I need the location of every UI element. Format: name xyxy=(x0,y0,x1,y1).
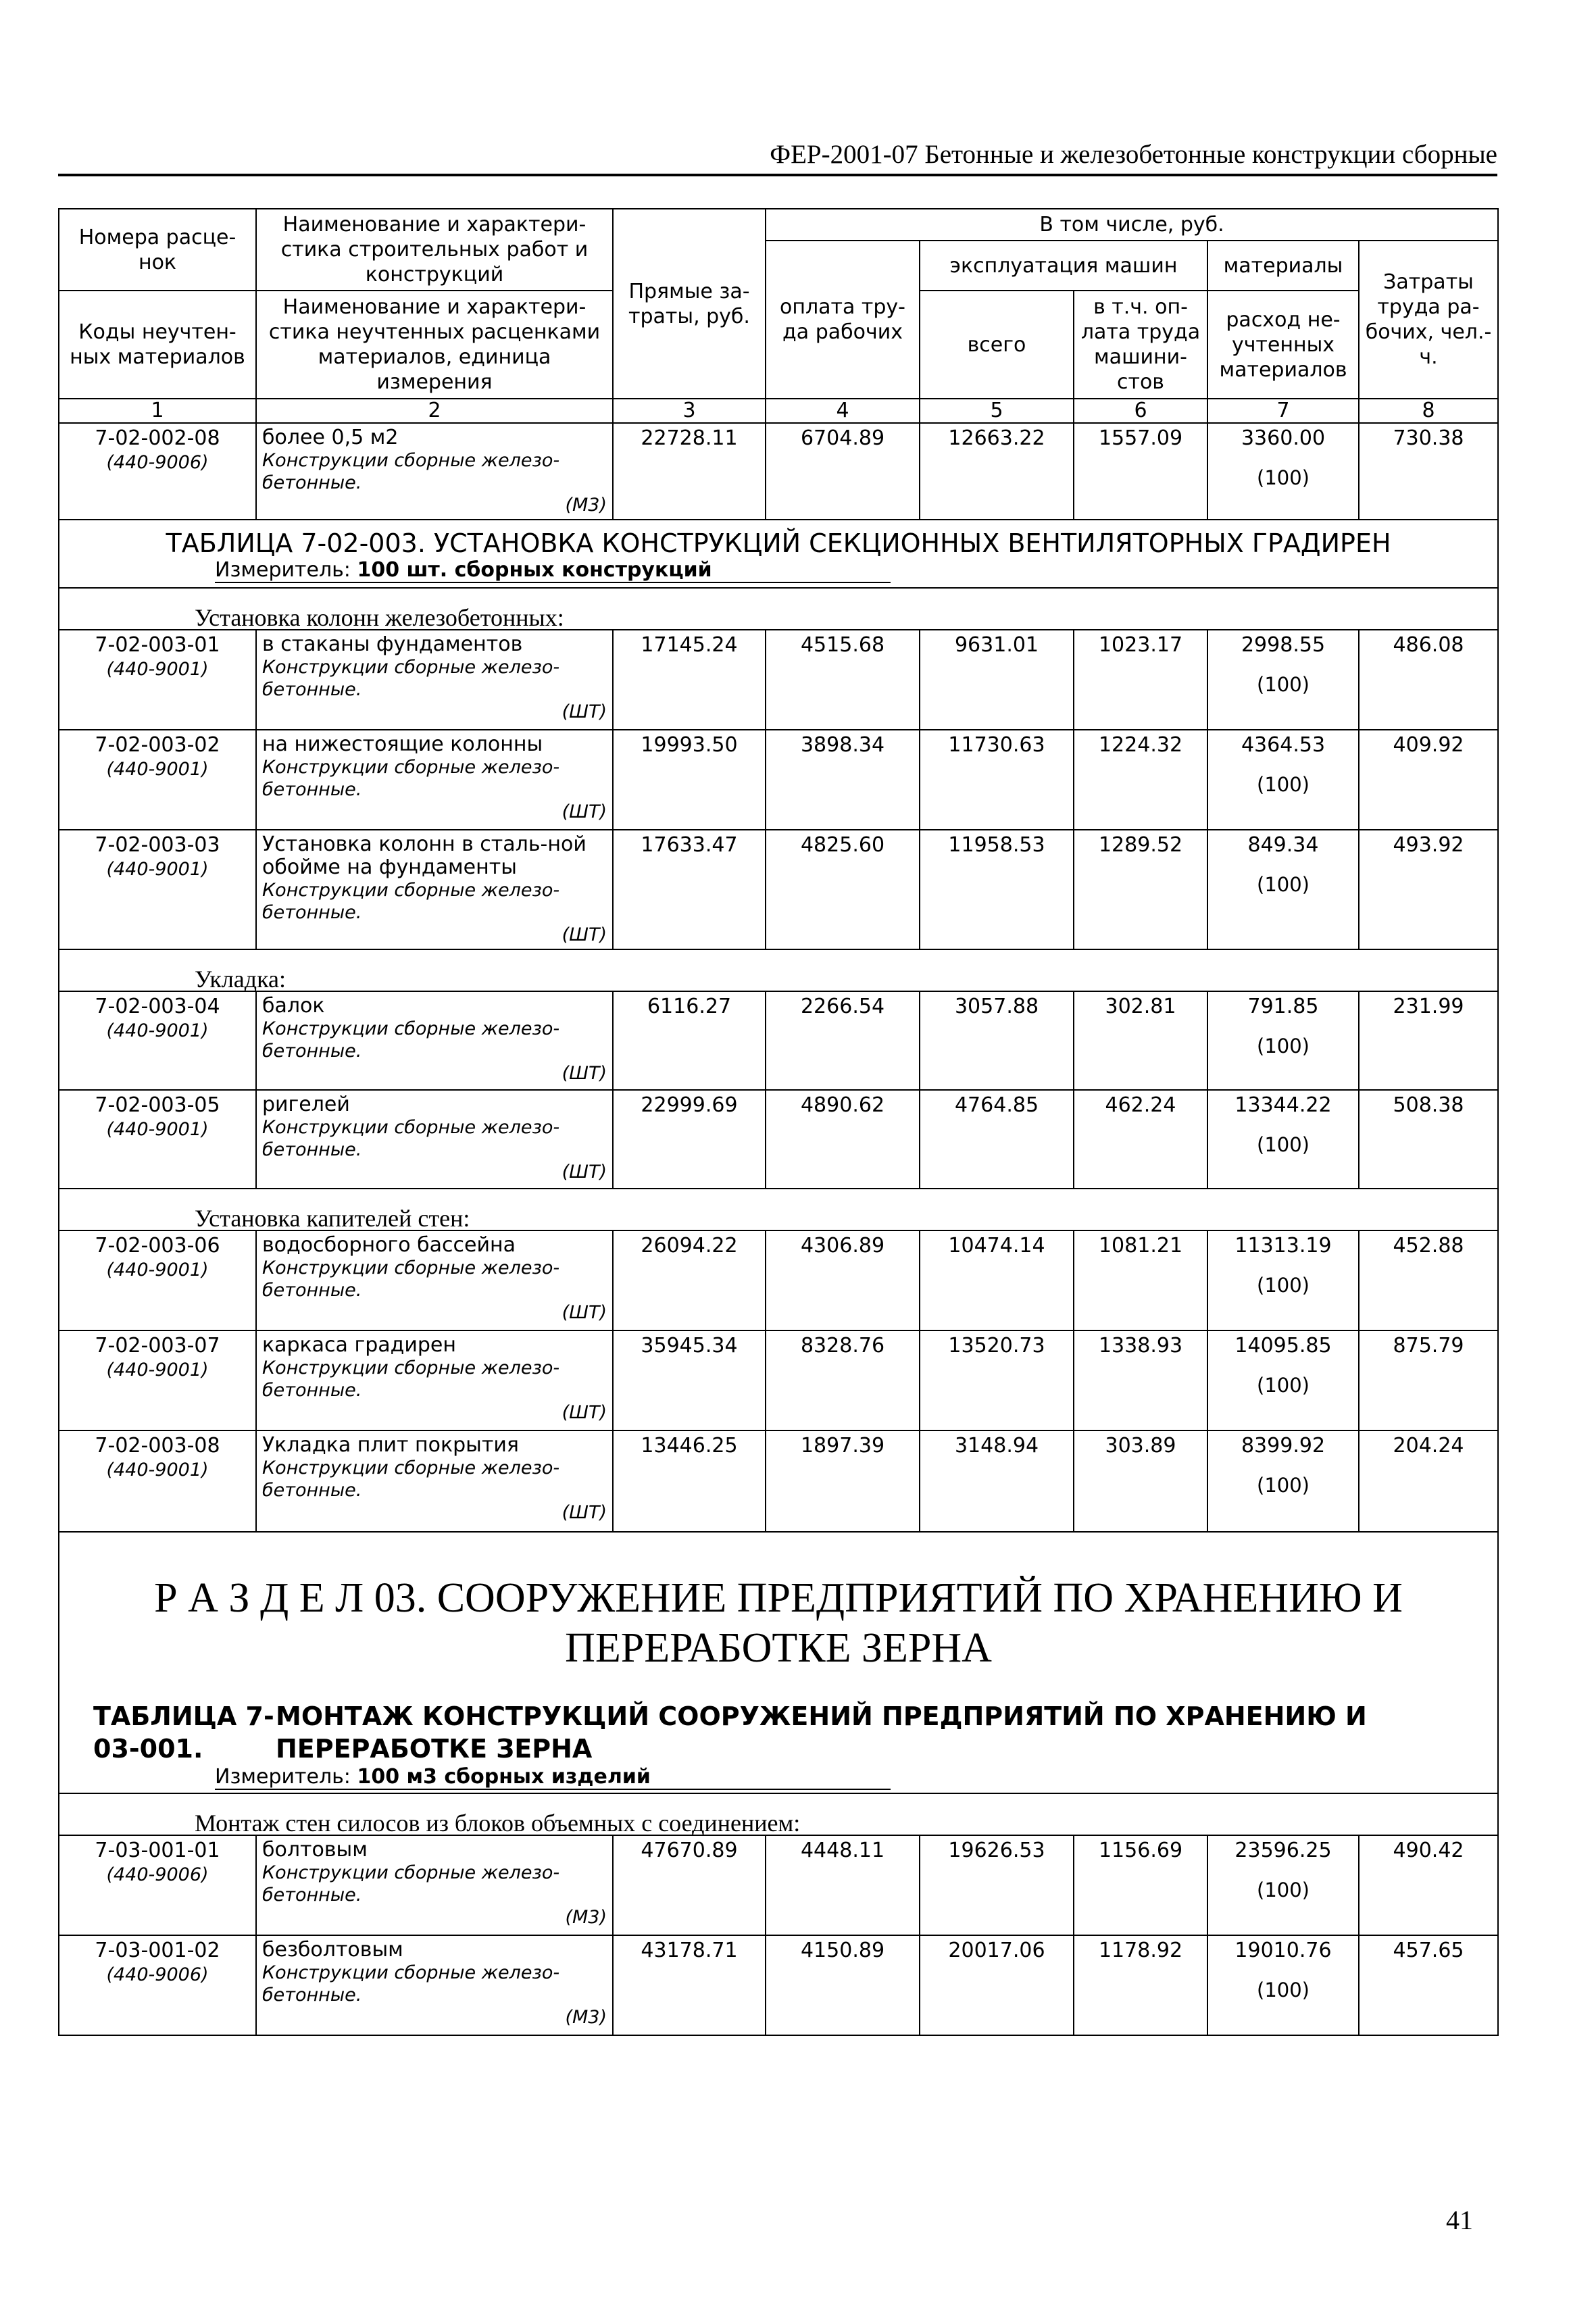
column-number: 8 xyxy=(1359,399,1498,423)
direct-costs-value: 26094.22 xyxy=(613,1230,766,1330)
column-number: 3 xyxy=(613,399,766,423)
rate-row xyxy=(59,830,1498,949)
material-code: (440-9006) xyxy=(106,452,209,473)
labor-pay-value: 6704.89 xyxy=(766,423,920,520)
work-name: в стаканы фундаментов xyxy=(262,632,523,656)
operators-value: 1557.09 xyxy=(1074,423,1207,520)
work-name: болтовым xyxy=(262,1838,368,1862)
material-name: Конструкции сборные железо-бетонные. xyxy=(262,1458,560,1501)
machines-value: 9631.01 xyxy=(920,630,1074,730)
labor-pay-value: 1897.39 xyxy=(766,1430,920,1532)
rate-code: 7-02-003-01 xyxy=(95,633,220,657)
group-title: Укладка: xyxy=(59,949,1498,991)
machines-value: 3148.94 xyxy=(920,1430,1074,1532)
labor-pay-value: 4825.60 xyxy=(766,830,920,949)
header-materials-group: материалы xyxy=(1207,241,1359,291)
column-number: 6 xyxy=(1074,399,1207,423)
material-code: (440-9001) xyxy=(106,859,209,880)
column-number: 1 xyxy=(59,399,256,423)
machines-value: 10474.14 xyxy=(920,1230,1074,1330)
labor-cost-value: 730.38 xyxy=(1359,423,1498,520)
page-number: 41 xyxy=(1446,2205,1473,2235)
group-title: Установка колонн железобетонных: xyxy=(59,588,1498,630)
material-code: (440-9001) xyxy=(106,1460,209,1480)
materials-percent: (100) xyxy=(1257,1133,1310,1156)
labor-pay-value: 4306.89 xyxy=(766,1230,920,1330)
labor-pay-value: 2266.54 xyxy=(766,991,920,1090)
operators-value: 302.81 xyxy=(1074,991,1207,1090)
materials-percent: (100) xyxy=(1257,773,1310,796)
rate-row xyxy=(59,630,1498,730)
materials-value: 2998.55 xyxy=(1241,633,1326,657)
machines-value: 20017.06 xyxy=(920,1935,1074,2035)
measure-value: 100 шт. сборных конструкций xyxy=(357,558,712,582)
table-title-row xyxy=(59,520,1498,558)
labor-cost-value: 409.92 xyxy=(1359,730,1498,830)
work-name: более 0,5 м2 xyxy=(262,426,399,449)
material-code: (440-9001) xyxy=(106,1260,209,1280)
header-machines-total: всего xyxy=(920,291,1074,399)
labor-pay-value: 4448.11 xyxy=(766,1835,920,1935)
operators-value: 1081.21 xyxy=(1074,1230,1207,1330)
group-row xyxy=(59,588,1498,630)
labor-cost-value: 875.79 xyxy=(1359,1330,1498,1430)
materials-value: 23596.25 xyxy=(1235,1839,1332,1862)
operators-value: 1023.17 xyxy=(1074,630,1207,730)
machines-value: 11958.53 xyxy=(920,830,1074,949)
materials-value: 13344.22 xyxy=(1235,1093,1332,1117)
section-title: Р А З Д Е Л 03. СООРУЖЕНИЕ ПРЕДПРИЯТИЙ ПО ХРАНЕНИЮ И ПЕРЕРАБОТКЕ ЗЕРНА xyxy=(154,1575,1403,1671)
material-unit: (ШТ) xyxy=(562,1502,607,1523)
material-name: Конструкции сборные железо-бетонные. xyxy=(262,880,560,923)
header-codes-top: Номера расце-нок xyxy=(59,209,256,291)
rate-row xyxy=(59,730,1498,830)
group-title: Установка капителей стен: xyxy=(59,1189,1498,1230)
materials-value: 791.85 xyxy=(1247,995,1319,1018)
labor-pay-value: 4515.68 xyxy=(766,630,920,730)
work-name: ригелей xyxy=(262,1093,350,1116)
column-number: 4 xyxy=(766,399,920,423)
header-incl-group: В том числе, руб. xyxy=(766,209,1498,241)
column-number: 7 xyxy=(1207,399,1359,423)
machines-value: 12663.22 xyxy=(920,423,1074,520)
table2-title xyxy=(59,1673,1497,1765)
operators-value: 1224.32 xyxy=(1074,730,1207,830)
materials-percent: (100) xyxy=(1257,1035,1310,1057)
running-title: ФЕР-2001-07 Бетонные и железобетонные конструкции сборные xyxy=(770,140,1497,169)
material-name: Конструкции сборные железо-бетонные. xyxy=(262,1117,560,1160)
group-row xyxy=(59,949,1498,991)
rate-row xyxy=(59,1935,1498,2035)
material-unit: (ШТ) xyxy=(562,924,607,945)
materials-percent: (100) xyxy=(1257,1978,1310,2001)
work-name: Установка колонн в сталь-ной обойме на фундаменты xyxy=(262,832,587,879)
material-unit: (ШТ) xyxy=(562,1302,607,1323)
labor-cost-value: 508.38 xyxy=(1359,1090,1498,1189)
rate-code: 7-02-003-07 xyxy=(95,1334,220,1358)
rate-row xyxy=(59,1330,1498,1430)
section-row xyxy=(59,1532,1498,1793)
column-number: 5 xyxy=(920,399,1074,423)
materials-percent: (100) xyxy=(1257,673,1310,696)
machines-value: 4764.85 xyxy=(920,1090,1074,1189)
rate-code: 7-02-003-06 xyxy=(95,1234,220,1258)
rate-code: 7-02-003-04 xyxy=(95,995,220,1018)
header-rule xyxy=(58,174,1497,176)
rate-row xyxy=(59,1430,1498,1532)
table2-title-prefix: ТАБЛИЦА 7-03-001. xyxy=(93,1701,274,1764)
material-name: Конструкции сборные железо-бетонные. xyxy=(262,450,560,493)
materials-percent: (100) xyxy=(1257,873,1310,896)
materials-percent: (100) xyxy=(1257,1474,1310,1497)
header-materials-unaccounted: расход не-учтенных материалов xyxy=(1207,291,1359,399)
header-machines-group: эксплуатация машин xyxy=(920,241,1207,291)
machines-value: 11730.63 xyxy=(920,730,1074,830)
direct-costs-value: 17145.24 xyxy=(613,630,766,730)
rate-code: 7-02-002-08 xyxy=(95,426,220,450)
group-row xyxy=(59,1189,1498,1230)
header-labor-pay: оплата тру-да рабочих xyxy=(766,241,920,399)
material-unit: (М3) xyxy=(565,495,607,516)
direct-costs-value: 13446.25 xyxy=(613,1430,766,1532)
material-code: (440-9006) xyxy=(106,1864,209,1885)
material-unit: (ШТ) xyxy=(562,1063,607,1084)
materials-value: 19010.76 xyxy=(1235,1939,1332,1962)
direct-costs-value: 17633.47 xyxy=(613,830,766,949)
column-numbers-row xyxy=(59,399,1498,423)
material-name: Конструкции сборные железо-бетонные. xyxy=(262,1018,560,1062)
materials-value: 14095.85 xyxy=(1235,1334,1332,1358)
header-labor-cost: Затраты труда ра-бочих, чел.-ч. xyxy=(1359,241,1498,399)
work-name: каркаса градирен xyxy=(262,1333,457,1357)
material-unit: (ШТ) xyxy=(562,1162,607,1183)
direct-costs-value: 22999.69 xyxy=(613,1090,766,1189)
machines-value: 19626.53 xyxy=(920,1835,1074,1935)
material-name: Конструкции сборные железо-бетонные. xyxy=(262,657,560,700)
materials-percent: (100) xyxy=(1257,1274,1310,1297)
header-name-top: Наименование и характери-стика строительных работ и конструкций xyxy=(256,209,613,291)
labor-pay-value: 8328.76 xyxy=(766,1330,920,1430)
labor-cost-value: 486.08 xyxy=(1359,630,1498,730)
rate-row xyxy=(59,423,1498,520)
rate-code: 7-03-001-02 xyxy=(95,1939,220,1962)
materials-value: 8399.92 xyxy=(1241,1434,1326,1458)
group-row xyxy=(59,1793,1498,1835)
material-unit: (М3) xyxy=(565,2007,607,2028)
material-unit: (ШТ) xyxy=(562,1402,607,1423)
work-name: безболтовым xyxy=(262,1938,403,1962)
operators-value: 303.89 xyxy=(1074,1430,1207,1532)
measure-label: Измеритель: xyxy=(215,1765,351,1789)
labor-cost-value: 452.88 xyxy=(1359,1230,1498,1330)
operators-value: 1289.52 xyxy=(1074,830,1207,949)
material-code: (440-9001) xyxy=(106,659,209,680)
direct-costs-value: 22728.11 xyxy=(613,423,766,520)
materials-value: 4364.53 xyxy=(1241,733,1326,757)
work-name: Укладка плит покрытия xyxy=(262,1433,519,1457)
table2-title-text: МОНТАЖ КОНСТРУКЦИЙ СООРУЖЕНИЙ ПРЕДПРИЯТИЙ ПО ХРАНЕНИЮ И ПЕРЕРАБОТКЕ ЗЕРНА xyxy=(276,1701,1367,1764)
materials-percent: (100) xyxy=(1257,1878,1310,1901)
direct-costs-value: 19993.50 xyxy=(613,730,766,830)
operators-value: 1338.93 xyxy=(1074,1330,1207,1430)
material-unit: (ШТ) xyxy=(562,801,607,822)
direct-costs-value: 47670.89 xyxy=(613,1835,766,1935)
rate-row xyxy=(59,991,1498,1090)
header-name-bottom: Наименование и характери-стика неучтенных расценками материалов, единица измерения xyxy=(256,291,613,399)
materials-percent: (100) xyxy=(1257,1374,1310,1397)
measure-row xyxy=(59,558,1498,588)
machines-value: 13520.73 xyxy=(920,1330,1074,1430)
material-code: (440-9001) xyxy=(106,1119,209,1140)
header-codes-bottom: Коды неучтен-ных материалов xyxy=(59,291,256,399)
rate-row xyxy=(59,1835,1498,1935)
material-code: (440-9001) xyxy=(106,759,209,780)
direct-costs-value: 6116.27 xyxy=(613,991,766,1090)
labor-pay-value: 4890.62 xyxy=(766,1090,920,1189)
labor-cost-value: 204.24 xyxy=(1359,1430,1498,1532)
material-name: Конструкции сборные железо-бетонные. xyxy=(262,1358,560,1401)
material-unit: (М3) xyxy=(565,1907,607,1928)
rate-row xyxy=(59,1090,1498,1189)
material-name: Конструкции сборные железо-бетонные. xyxy=(262,1258,560,1301)
measure-value: 100 м3 сборных изделий xyxy=(357,1765,651,1789)
labor-cost-value: 493.92 xyxy=(1359,830,1498,949)
header-machines-operators: в т.ч. оп-лата труда машини-стов xyxy=(1074,291,1207,399)
labor-cost-value: 231.99 xyxy=(1359,991,1498,1090)
group-title: Монтаж стен силосов из блоков объемных с соединением: xyxy=(59,1793,1498,1835)
labor-cost-value: 457.65 xyxy=(1359,1935,1498,2035)
materials-value: 3360.00 xyxy=(1241,426,1326,450)
table-title: ТАБЛИЦА 7-02-003. УСТАНОВКА КОНСТРУКЦИЙ СЕКЦИОННЫХ ВЕНТИЛЯТОРНЫХ ГРАДИРЕН xyxy=(59,520,1498,558)
material-name: Конструкции сборные железо-бетонные. xyxy=(262,1962,560,2006)
direct-costs-value: 43178.71 xyxy=(613,1935,766,2035)
work-name: водосборного бассейна xyxy=(262,1233,516,1257)
column-number: 2 xyxy=(256,399,613,423)
work-name: балок xyxy=(262,994,325,1018)
rate-row xyxy=(59,1230,1498,1330)
operators-value: 462.24 xyxy=(1074,1090,1207,1189)
labor-cost-value: 490.42 xyxy=(1359,1835,1498,1935)
materials-value: 849.34 xyxy=(1247,833,1319,857)
direct-costs-value: 35945.34 xyxy=(613,1330,766,1430)
rates-table xyxy=(58,208,1499,2036)
material-code: (440-9006) xyxy=(106,1964,209,1985)
material-code: (440-9001) xyxy=(106,1020,209,1041)
operators-value: 1156.69 xyxy=(1074,1835,1207,1935)
material-name: Конструкции сборные железо-бетонные. xyxy=(262,1862,560,1906)
rate-code: 7-02-003-08 xyxy=(95,1434,220,1458)
header-direct-costs: Прямые за-траты, руб. xyxy=(613,209,766,399)
materials-percent: (100) xyxy=(1257,466,1310,489)
rate-code: 7-02-003-02 xyxy=(95,733,220,757)
rate-code: 7-02-003-05 xyxy=(95,1093,220,1117)
operators-value: 1178.92 xyxy=(1074,1935,1207,2035)
material-unit: (ШТ) xyxy=(562,701,607,722)
material-name: Конструкции сборные железо-бетонные. xyxy=(262,757,560,800)
measure-label: Измеритель: xyxy=(215,558,351,582)
machines-value: 3057.88 xyxy=(920,991,1074,1090)
rate-code: 7-03-001-01 xyxy=(95,1839,220,1862)
labor-pay-value: 3898.34 xyxy=(766,730,920,830)
labor-pay-value: 4150.89 xyxy=(766,1935,920,2035)
work-name: на нижестоящие колонны xyxy=(262,732,543,756)
rate-code: 7-02-003-03 xyxy=(95,833,220,857)
material-code: (440-9001) xyxy=(106,1360,209,1380)
materials-value: 11313.19 xyxy=(1235,1234,1332,1258)
